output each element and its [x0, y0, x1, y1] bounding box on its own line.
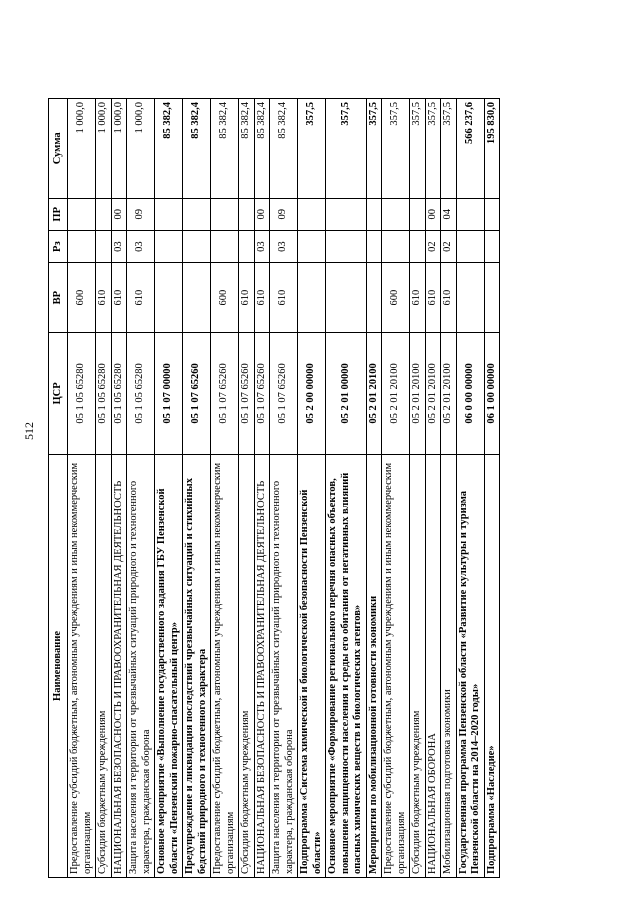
cell-sum: 1 000,0 [68, 99, 96, 199]
cell-vr: 610 [254, 263, 270, 333]
cell-rz [366, 230, 382, 262]
table-row [127, 99, 155, 878]
cell-rz [326, 230, 367, 262]
cell-vr: 610 [239, 263, 255, 333]
table-row [425, 99, 441, 878]
cell-pr: 00 [111, 198, 127, 230]
cell-csr: 05 2 01 20100 [441, 332, 457, 454]
cell-pr: 09 [270, 198, 298, 230]
cell-sum: 1 000,0 [111, 99, 127, 199]
cell-name: Мобилизационная подготовка экономики [441, 454, 457, 877]
cell-sum: 357,5 [382, 99, 410, 199]
table-row [270, 99, 298, 878]
cell-csr: 06 1 00 00000 [484, 332, 500, 454]
cell-pr [484, 198, 500, 230]
cell-rz: 03 [270, 230, 298, 262]
cell-csr: 05 1 05 65280 [127, 332, 155, 454]
cell-pr [239, 198, 255, 230]
cell-pr [211, 198, 239, 230]
table-row [456, 99, 484, 878]
cell-rz: 02 [425, 230, 441, 262]
cell-vr: 610 [111, 263, 127, 333]
cell-csr: 05 1 05 65280 [96, 332, 112, 454]
cell-csr: 05 1 07 65260 [211, 332, 239, 454]
cell-pr [298, 198, 326, 230]
header-rz: Рз [49, 230, 68, 262]
page-number: 512 [22, 422, 36, 440]
cell-pr [456, 198, 484, 230]
cell-sum: 357,5 [441, 99, 457, 199]
cell-name: Субсидии бюджетным учреждениям [410, 454, 426, 877]
cell-rz [96, 230, 112, 262]
cell-pr [382, 198, 410, 230]
cell-sum: 357,5 [326, 99, 367, 199]
cell-pr [155, 198, 183, 230]
cell-csr: 05 2 01 20100 [425, 332, 441, 454]
table-row [96, 99, 112, 878]
cell-rz [382, 230, 410, 262]
cell-vr [183, 263, 211, 333]
cell-name: Предоставление субсидий бюджетным, автономным учреждениям и иным некоммерческим организациям [211, 454, 239, 877]
cell-sum: 85 382,4 [270, 99, 298, 199]
cell-name: НАЦИОНАЛЬНАЯ БЕЗОПАСНОСТЬ И ПРАВООХРАНИТЕЛЬНАЯ ДЕЯТЕЛЬНОСТЬ [111, 454, 127, 877]
cell-sum: 85 382,4 [183, 99, 211, 199]
cell-csr: 05 1 05 65280 [68, 332, 96, 454]
cell-rz: 03 [111, 230, 127, 262]
cell-name: НАЦИОНАЛЬНАЯ БЕЗОПАСНОСТЬ И ПРАВООХРАНИТЕЛЬНАЯ ДЕЯТЕЛЬНОСТЬ [254, 454, 270, 877]
cell-rz [239, 230, 255, 262]
cell-csr: 05 1 07 65260 [239, 332, 255, 454]
table-row [111, 99, 127, 878]
header-pr: ПР [49, 198, 68, 230]
table-row [183, 99, 211, 878]
table-body [68, 99, 500, 878]
cell-csr: 05 1 05 65280 [111, 332, 127, 454]
cell-rz [155, 230, 183, 262]
cell-pr [326, 198, 367, 230]
cell-pr [68, 198, 96, 230]
cell-rz [298, 230, 326, 262]
cell-vr: 610 [410, 263, 426, 333]
cell-vr: 610 [96, 263, 112, 333]
cell-vr [155, 263, 183, 333]
cell-vr: 600 [68, 263, 96, 333]
budget-table [48, 98, 500, 878]
table-row [441, 99, 457, 878]
cell-sum: 85 382,4 [211, 99, 239, 199]
header-name: Наименование [49, 454, 68, 877]
table-row [366, 99, 382, 878]
cell-pr [183, 198, 211, 230]
cell-pr [366, 198, 382, 230]
cell-sum: 85 382,4 [155, 99, 183, 199]
cell-name: Подпрограмма «Наследие» [484, 454, 500, 877]
table-row [484, 99, 500, 878]
cell-vr [326, 263, 367, 333]
cell-pr: 00 [254, 198, 270, 230]
cell-vr: 610 [441, 263, 457, 333]
cell-name: Основное мероприятие «Выполнение государственного задания ГБУ Пензенской области «Пензенский пожарно-спасательный центр» [155, 454, 183, 877]
cell-csr: 05 2 00 00000 [298, 332, 326, 454]
table-header-row [49, 99, 68, 878]
header-csr: ЦСР [49, 332, 68, 454]
cell-sum: 566 237,6 [456, 99, 484, 199]
cell-csr: 05 1 07 65260 [270, 332, 298, 454]
cell-name: Государственная программа Пензенской области «Развитие культуры и туризма Пензенской области на 2014–2020 годы» [456, 454, 484, 877]
table-row [239, 99, 255, 878]
cell-rz [456, 230, 484, 262]
header-sum: Сумма [49, 99, 68, 199]
cell-name: Мероприятия по мобилизационной готовности экономики [366, 454, 382, 877]
cell-pr [410, 198, 426, 230]
cell-name: Защита населения и территории от чрезвычайных ситуаций природного и техногенного характера, гражданская оборона [270, 454, 298, 877]
cell-rz [68, 230, 96, 262]
cell-csr: 06 0 00 00000 [456, 332, 484, 454]
cell-name: Основное мероприятие «Формирование регионального перечня опасных объектов, повышение защищенности населения и среды его обитания от негативных влияний опасных химических веществ и биологических агентов» [326, 454, 367, 877]
cell-rz: 03 [127, 230, 155, 262]
cell-rz: 03 [254, 230, 270, 262]
cell-vr: 600 [382, 263, 410, 333]
cell-rz [484, 230, 500, 262]
header-vr: ВР [49, 263, 68, 333]
cell-sum: 1 000,0 [127, 99, 155, 199]
cell-csr: 05 1 07 65260 [183, 332, 211, 454]
cell-vr [298, 263, 326, 333]
cell-csr: 05 2 01 20100 [366, 332, 382, 454]
cell-name: Предоставление субсидий бюджетным, автономным учреждениям и иным некоммерческим организациям [68, 454, 96, 877]
cell-sum: 85 382,4 [254, 99, 270, 199]
cell-vr [366, 263, 382, 333]
cell-pr: 00 [425, 198, 441, 230]
rotated-table-container [48, 98, 617, 878]
cell-vr: 610 [270, 263, 298, 333]
cell-csr: 05 1 07 00000 [155, 332, 183, 454]
cell-name: Предупреждение и ликвидация последствий чрезвычайных ситуаций и стихийных бедствий природного и техногенного характера [183, 454, 211, 877]
cell-rz [183, 230, 211, 262]
table-row [382, 99, 410, 878]
cell-sum: 195 830,0 [484, 99, 500, 199]
cell-vr [456, 263, 484, 333]
cell-rz [410, 230, 426, 262]
cell-csr: 05 2 01 20100 [410, 332, 426, 454]
cell-pr: 04 [441, 198, 457, 230]
cell-name: Субсидии бюджетным учреждениям [239, 454, 255, 877]
cell-rz [211, 230, 239, 262]
cell-name: Предоставление субсидий бюджетным, автономным учреждениям и иным некоммерческим организациям [382, 454, 410, 877]
cell-csr: 05 2 01 00000 [326, 332, 367, 454]
table-row [410, 99, 426, 878]
cell-name: Подпрограмма «Система химической и биологической безопасности Пензенской области» [298, 454, 326, 877]
table-row [155, 99, 183, 878]
cell-name: Защита населения и территории от чрезвычайных ситуаций природного и техногенного характера, гражданская оборона [127, 454, 155, 877]
cell-sum: 357,5 [410, 99, 426, 199]
cell-sum: 1 000,0 [96, 99, 112, 199]
cell-csr: 05 1 07 65260 [254, 332, 270, 454]
cell-vr [484, 263, 500, 333]
cell-name: НАЦИОНАЛЬНАЯ ОБОРОНА [425, 454, 441, 877]
cell-name: Субсидии бюджетным учреждениям [96, 454, 112, 877]
cell-sum: 357,5 [425, 99, 441, 199]
table-row [254, 99, 270, 878]
table-row [211, 99, 239, 878]
cell-vr: 600 [211, 263, 239, 333]
cell-sum: 357,5 [366, 99, 382, 199]
cell-csr: 05 2 01 20100 [382, 332, 410, 454]
cell-pr [96, 198, 112, 230]
cell-rz: 02 [441, 230, 457, 262]
cell-vr: 610 [425, 263, 441, 333]
cell-vr: 610 [127, 263, 155, 333]
table-row [298, 99, 326, 878]
cell-pr: 09 [127, 198, 155, 230]
cell-sum: 357,5 [298, 99, 326, 199]
table-row [326, 99, 367, 878]
cell-sum: 85 382,4 [239, 99, 255, 199]
table-row [68, 99, 96, 878]
